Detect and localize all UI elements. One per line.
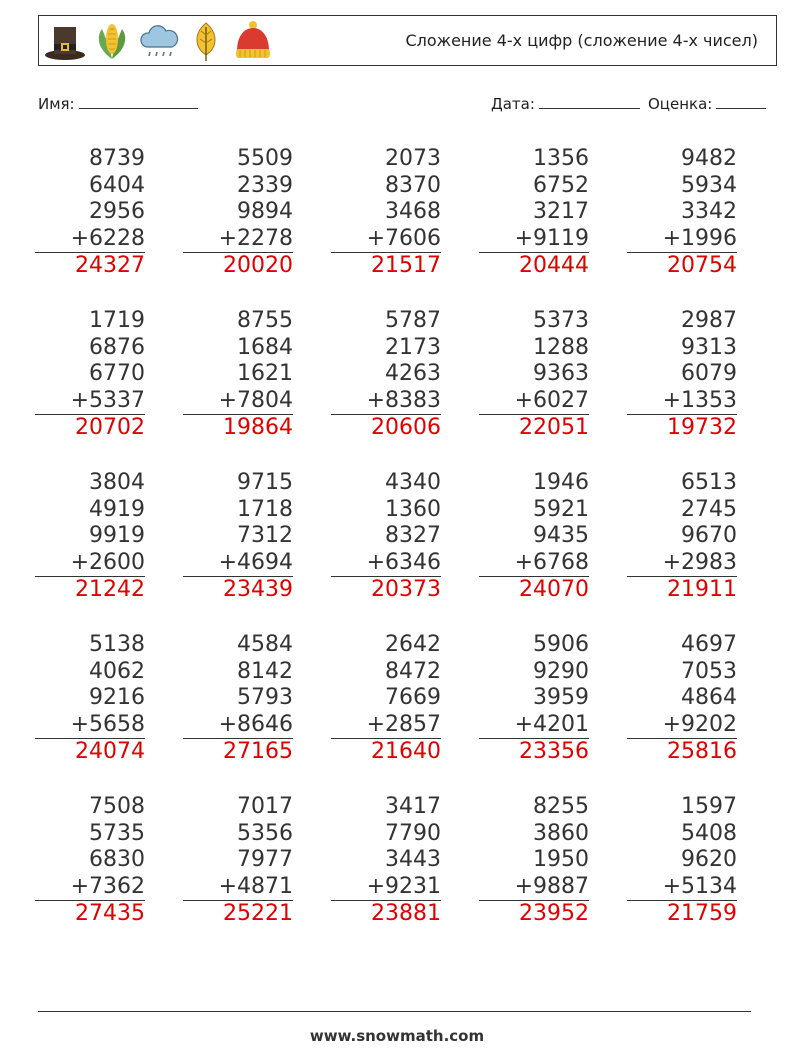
- addition-problem: [479, 632, 589, 766]
- addend: 8255: [533, 794, 589, 819]
- name-field: [38, 94, 198, 113]
- date-label: Дата:: [491, 95, 535, 113]
- addition-problem: [331, 146, 441, 280]
- addend: 3342: [681, 199, 737, 224]
- answer: 24074: [75, 739, 145, 764]
- last-addend: +6228: [35, 226, 145, 254]
- addition-problem: [479, 308, 589, 442]
- answer: 20373: [371, 577, 441, 602]
- answer: 24327: [75, 253, 145, 278]
- addend: 6876: [89, 334, 145, 360]
- addend: 9894: [237, 199, 293, 224]
- addend: 9290: [533, 658, 589, 684]
- header-icons: [43, 19, 278, 63]
- addend: 5921: [533, 496, 589, 522]
- addition-problem: [331, 470, 441, 604]
- addition-problem: [183, 146, 293, 280]
- addend: 1288: [533, 334, 589, 360]
- answer: 21911: [667, 577, 737, 602]
- addition-problem: [35, 308, 145, 442]
- last-addend: +9202: [627, 712, 737, 740]
- addend: 5373: [533, 308, 589, 333]
- addend: 6404: [89, 172, 145, 198]
- last-addend: +4201: [479, 712, 589, 740]
- addend: 7669: [385, 685, 441, 710]
- addend: 6752: [533, 172, 589, 198]
- addend: 4919: [89, 496, 145, 522]
- addend: 9435: [533, 523, 589, 548]
- addition-problem: [627, 146, 737, 280]
- name-blank: [79, 94, 198, 109]
- addend: 6513: [681, 470, 737, 495]
- answer: 19864: [223, 415, 293, 440]
- addend: 4340: [385, 470, 441, 495]
- addend: 7977: [237, 847, 293, 872]
- addition-problem: [627, 794, 737, 928]
- addition-problem: [35, 632, 145, 766]
- addend: 8327: [385, 523, 441, 548]
- addend: 3468: [385, 199, 441, 224]
- addend: 9919: [89, 523, 145, 548]
- answer: 23952: [519, 901, 589, 926]
- addition-problem: [35, 146, 145, 280]
- last-addend: +6768: [479, 550, 589, 578]
- last-addend: +2857: [331, 712, 441, 740]
- last-addend: +7606: [331, 226, 441, 254]
- addend: 1621: [237, 361, 293, 386]
- answer: 21517: [371, 253, 441, 278]
- grade-label: Оценка:: [648, 95, 713, 113]
- answer: 27435: [75, 901, 145, 926]
- addend: 9715: [237, 470, 293, 495]
- addend: 3959: [533, 685, 589, 710]
- answer: 20444: [519, 253, 589, 278]
- addend: 1950: [533, 847, 589, 872]
- addition-problem: [331, 794, 441, 928]
- addition-problem: [35, 794, 145, 928]
- addend: 1946: [533, 470, 589, 495]
- answer: 23881: [371, 901, 441, 926]
- addend: 4697: [681, 632, 737, 657]
- addend: 3860: [533, 820, 589, 846]
- addend: 9216: [89, 685, 145, 710]
- last-addend: +2278: [183, 226, 293, 254]
- answer: 19732: [667, 415, 737, 440]
- last-addend: +7804: [183, 388, 293, 416]
- addend: 2339: [237, 172, 293, 198]
- last-addend: +5658: [35, 712, 145, 740]
- page-title: Сложение 4-х цифр (сложение 4-х чисел): [405, 31, 758, 50]
- addend: 5934: [681, 172, 737, 198]
- addend: 5356: [237, 820, 293, 846]
- last-addend: +1996: [627, 226, 737, 254]
- name-label: Имя:: [38, 95, 75, 113]
- addend: 3417: [385, 794, 441, 819]
- last-addend: +7362: [35, 874, 145, 902]
- addition-problem: [183, 632, 293, 766]
- addend: 2745: [681, 496, 737, 522]
- addend: 9363: [533, 361, 589, 386]
- autumn-leaf-icon: [184, 19, 228, 63]
- addend: 4062: [89, 658, 145, 684]
- addend: 7312: [237, 523, 293, 548]
- addend: 7053: [681, 658, 737, 684]
- last-addend: +9119: [479, 226, 589, 254]
- answer: 20020: [223, 253, 293, 278]
- winter-hat-icon: [231, 19, 275, 63]
- addend: 5138: [89, 632, 145, 657]
- addend: 4584: [237, 632, 293, 657]
- addend: 8472: [385, 658, 441, 684]
- addend: 1356: [533, 146, 589, 171]
- addend: 8739: [89, 146, 145, 171]
- addend: 6770: [89, 361, 145, 386]
- addition-problem: [331, 308, 441, 442]
- last-addend: +8383: [331, 388, 441, 416]
- addition-problem: [627, 470, 737, 604]
- answer: 21242: [75, 577, 145, 602]
- answer: 24070: [519, 577, 589, 602]
- addend: 2987: [681, 308, 737, 333]
- footer-divider: [38, 1011, 751, 1012]
- answer: 27165: [223, 739, 293, 764]
- last-addend: +1353: [627, 388, 737, 416]
- last-addend: +9231: [331, 874, 441, 902]
- last-addend: +6346: [331, 550, 441, 578]
- addition-problem: [627, 632, 737, 766]
- addend: 7508: [89, 794, 145, 819]
- answer: 25816: [667, 739, 737, 764]
- last-addend: +2600: [35, 550, 145, 578]
- addend: 3804: [89, 470, 145, 495]
- addition-problem: [183, 470, 293, 604]
- addend: 8755: [237, 308, 293, 333]
- addend: 1597: [681, 794, 737, 819]
- corn-icon: [90, 19, 134, 63]
- addend: 9670: [681, 523, 737, 548]
- addition-problem: [331, 632, 441, 766]
- last-addend: +8646: [183, 712, 293, 740]
- last-addend: +5337: [35, 388, 145, 416]
- addend: 8142: [237, 658, 293, 684]
- answer: 25221: [223, 901, 293, 926]
- footer-site: www.snowmath.com: [309, 1027, 485, 1045]
- addend: 2073: [385, 146, 441, 171]
- addend: 7790: [385, 820, 441, 846]
- addition-problem: [183, 308, 293, 442]
- addend: 3443: [385, 847, 441, 872]
- addend: 3217: [533, 199, 589, 224]
- date-field: [491, 94, 640, 113]
- addend: 9482: [681, 146, 737, 171]
- addend: 1719: [89, 308, 145, 333]
- answer: 23439: [223, 577, 293, 602]
- addend: 7017: [237, 794, 293, 819]
- addend: 5509: [237, 146, 293, 171]
- last-addend: +4694: [183, 550, 293, 578]
- answer: 20606: [371, 415, 441, 440]
- last-addend: +5134: [627, 874, 737, 902]
- addend: 4263: [385, 361, 441, 386]
- last-addend: +9887: [479, 874, 589, 902]
- answer: 20754: [667, 253, 737, 278]
- addition-problem: [183, 794, 293, 928]
- pilgrim-hat-icon: [43, 19, 87, 63]
- answer: 21640: [371, 739, 441, 764]
- addend: 6079: [681, 361, 737, 386]
- last-addend: +2983: [627, 550, 737, 578]
- header-box: [38, 15, 777, 66]
- addend: 5408: [681, 820, 737, 846]
- addend: 5787: [385, 308, 441, 333]
- addend: 9313: [681, 334, 737, 360]
- answer: 21759: [667, 901, 737, 926]
- addend: 2173: [385, 334, 441, 360]
- grade-field: [648, 94, 766, 113]
- answer: 23356: [519, 739, 589, 764]
- addend: 6830: [89, 847, 145, 872]
- addend: 1718: [237, 496, 293, 522]
- addition-problem: [479, 470, 589, 604]
- addend: 1360: [385, 496, 441, 522]
- addition-problem: [479, 794, 589, 928]
- last-addend: +6027: [479, 388, 589, 416]
- addend: 8370: [385, 172, 441, 198]
- addend: 1684: [237, 334, 293, 360]
- addend: 5906: [533, 632, 589, 657]
- date-blank: [539, 94, 640, 109]
- addend: 5735: [89, 820, 145, 846]
- grade-blank: [716, 94, 766, 109]
- last-addend: +4871: [183, 874, 293, 902]
- answer: 22051: [519, 415, 589, 440]
- rain-cloud-icon: [137, 19, 181, 63]
- addition-problem: [35, 470, 145, 604]
- addend: 4864: [681, 685, 737, 710]
- addend: 2642: [385, 632, 441, 657]
- addition-problem: [479, 146, 589, 280]
- addend: 2956: [89, 199, 145, 224]
- addition-problem: [627, 308, 737, 442]
- addend: 9620: [681, 847, 737, 872]
- addend: 5793: [237, 685, 293, 710]
- answer: 20702: [75, 415, 145, 440]
